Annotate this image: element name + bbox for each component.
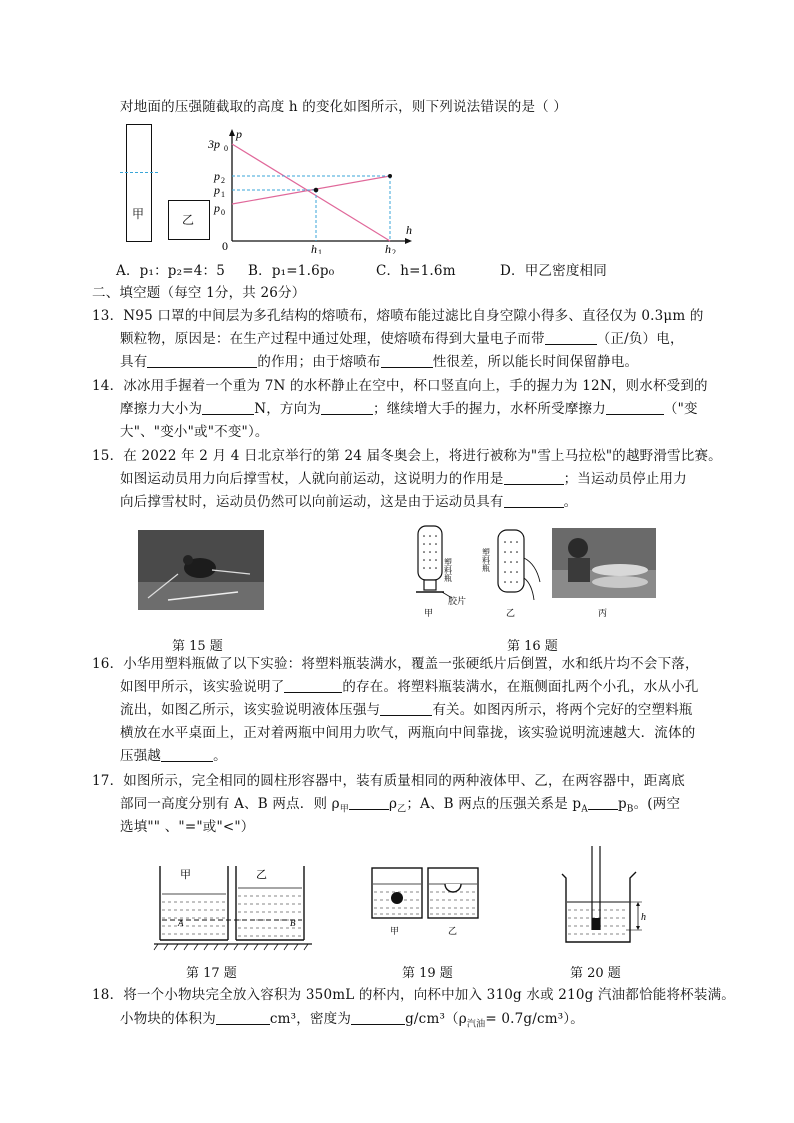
q13-text: 颗粒物，原因是：在生产过程中通过处理，使熔喷布得到大量电子而带 [120,331,545,347]
q18-text: cm³，密度为 [269,1011,352,1027]
point-b: B [290,918,296,928]
tick-p1-sub: 1 [221,190,225,199]
fig16-jia: 甲 [424,609,434,619]
q16-text: 流出，如图乙所示，该实验说明液体压强与 [120,702,381,718]
q13-line1: 13．N95 口罩的中间层为多孔结构的熔喷布，熔喷布能过滤比自身空隙小得多、直径仅为 0.3μm 的 [92,308,704,324]
caption-19: 第 19 题 [402,966,453,981]
q16-text: 。 [213,748,227,764]
q13-text: 的作用；由于熔喷布 [257,354,381,370]
q17-text: p [617,796,627,812]
q17-line3: 选填"" 、"="或"<"） [120,819,255,835]
q13-line3 [120,353,638,371]
pressure-height-graph [200,126,420,254]
q15-line2 [120,470,687,488]
q12-option-c: C．h=1.6m [376,263,456,279]
q18-line2 [120,1010,584,1034]
blank[interactable] [321,401,373,415]
blank[interactable] [588,796,618,810]
tick-p2: p [214,169,220,183]
intersection-point [314,188,319,193]
tick-p0-sub: 0 [221,208,225,217]
blank[interactable] [284,679,342,693]
q17-text: ρ [388,796,398,812]
blank[interactable] [380,702,432,716]
tick-h1-sub: 1 [318,248,322,254]
caption-15: 第 15 题 [172,639,223,654]
tick-h2-sub: 2 [392,248,396,254]
q16-line3 [120,701,693,719]
q14-text: ；继续增大手的握力，水杯所受摩擦力 [373,401,606,417]
skier-photo [138,530,264,610]
card-label: 胶片 [448,597,467,607]
point-a: A [178,918,184,928]
beaker-tube-figure [556,846,652,950]
q15-line3 [120,493,577,511]
q14-line1: 14．冰冰用手握着一个重为 7N 的水杯静止在空中，杯口竖直向上，手的握力为 12N，则水杯受到的 [92,378,708,394]
skier-photo-art [138,530,264,610]
blank[interactable] [147,354,257,368]
tick-h1: h [311,242,317,254]
floating-objects-figure [368,864,488,944]
bottle-label-yi: 塑料瓶 [481,548,491,572]
blank[interactable] [545,331,597,345]
q16-text: 的存在。将塑料瓶装满水，在瓶侧面扎两个小孔，水从小孔 [342,679,699,695]
fig19-yi: 乙 [448,927,458,937]
q15-line1: 15．在 2022 年 2 月 4 日北京举行的第 24 届冬奥会上，将进行被称为"雪上马拉松"的越野滑雪比赛。 [92,448,722,464]
q16-line2 [120,678,699,696]
block-cut-line [120,172,158,173]
caption-17: 第 17 题 [186,966,237,981]
q16-text: 有关。如图丙所示，将两个完好的空塑料瓶 [432,702,693,718]
blank[interactable] [381,354,433,368]
block-jia-label: 甲 [132,207,145,221]
depth-h-label: h [641,912,646,923]
axis-h-arrow [405,238,412,244]
blank[interactable] [504,494,564,508]
fig16-yi: 乙 [506,609,516,619]
q12-option-b: B．p₁=1.6p₀ [248,263,335,279]
blank[interactable] [606,401,664,415]
axis-p-arrow [229,129,235,136]
section-title: 二、填空题（每空 1分，共 26分） [92,285,306,301]
end-point [388,174,392,178]
tick-p2-sub: 2 [221,176,225,185]
q17-sub: 乙 [397,804,407,815]
container-yi: 乙 [256,868,267,881]
q13-text: 具有 [120,354,148,370]
q14-text: N，方向为 [254,401,322,417]
tick-3p0: 3p [208,137,220,151]
q16-line4: 横放在水平桌面上，正对着两瓶中间用力吹气，两瓶向中间靠拢，该实验说明流速越大．流体的 [120,725,696,741]
q17-text: 。(两空 [633,796,681,812]
q12-option-d: D．甲乙密度相同 [500,263,607,279]
q17-text: 部同一高度分别有 A、B 两点．则 ρ [120,796,340,812]
caption-20: 第 20 题 [570,966,621,981]
origin-label: 0 [222,239,228,253]
q18-sub: 汽油 [466,1019,486,1030]
q14-text: （"变 [663,401,698,417]
blank[interactable] [349,796,389,810]
q15-text: ；当运动员停止用力 [563,471,687,487]
blank[interactable] [216,1011,270,1025]
blank[interactable] [351,1011,405,1025]
q13-text: 性很差，所以能长时间保留静电。 [432,354,639,370]
line-rising [232,176,390,204]
q14-text: 摩擦力大小为 [120,401,203,417]
q15-text: 。 [563,494,578,510]
bottle-label: 塑料瓶 [443,558,453,582]
axis-h-label: h [406,223,412,237]
q16-text: 压强越 [120,748,162,764]
q17-sub: A [581,804,588,815]
q17-line1: 17．如图所示，完全相同的圆柱形容器中，装有质量相同的两种液体甲、乙，在两容器中，距离底 [92,773,685,789]
q13-line2 [120,330,684,348]
container-jia: 甲 [180,868,191,881]
q18-text: g/cm³（ρ [405,1011,467,1027]
axis-p-label: p [236,127,242,141]
blank[interactable] [161,748,213,762]
q16-line5 [120,747,227,765]
tick-p1: p [214,183,220,197]
q16-text: 如图甲所示，该实验说明了 [120,679,285,695]
q13-text: （正/负）电， [596,331,684,347]
q16-line1: 16．小华用塑料瓶做了以下实验：将塑料瓶装满水，覆盖一张硬纸片后倒置，水和纸片均不会下落， [92,656,699,672]
q12-stem-line: 对地面的压强随截取的高度 h 的变化如图所示，则下列说法错误的是（ ） [120,99,568,115]
tick-h2: h [385,242,391,254]
q17-line2 [120,795,680,819]
q14-line2 [120,400,698,418]
q17-sub: 甲 [339,804,349,815]
q14-line3: 大"、"变小"或"不变"）。 [120,424,269,440]
q12-option-a: A．p₁：p₂=4：5 [116,263,226,279]
fig16-bing: 丙 [598,609,608,619]
q18-text: = 0.7g/cm³）。 [485,1011,584,1027]
q18-line1: 18．将一个小物块完全放入容积为 350mL 的杯内，向杯中加入 310g 水或 210g 汽油都恰能将杯装满。 [92,987,735,1003]
q15-text: 向后撑雪杖时，运动员仍然可以向前运动，这是由于运动员具有 [120,494,504,510]
q15-text: 如图运动员用力向后撑雪杖，人就向前运动，这说明力的作用是 [120,471,504,487]
block-jia [126,124,152,242]
line-falling [232,144,390,241]
q17-text: ；A、B 两点的压强关系是 p [406,796,582,812]
q18-text: 小物块的体积为 [120,1011,216,1027]
bottle-experiment-figure [410,520,660,620]
blank[interactable] [202,401,254,415]
tick-p0: p [214,201,220,215]
q17-sub: B [626,804,634,815]
tick-3p0-sub: 0 [224,144,228,153]
block-yi-label: 乙 [182,213,195,227]
fig19-jia: 甲 [390,927,400,937]
blank[interactable] [504,471,564,485]
caption-16: 第 16 题 [507,639,558,654]
two-containers-figure [150,858,320,958]
